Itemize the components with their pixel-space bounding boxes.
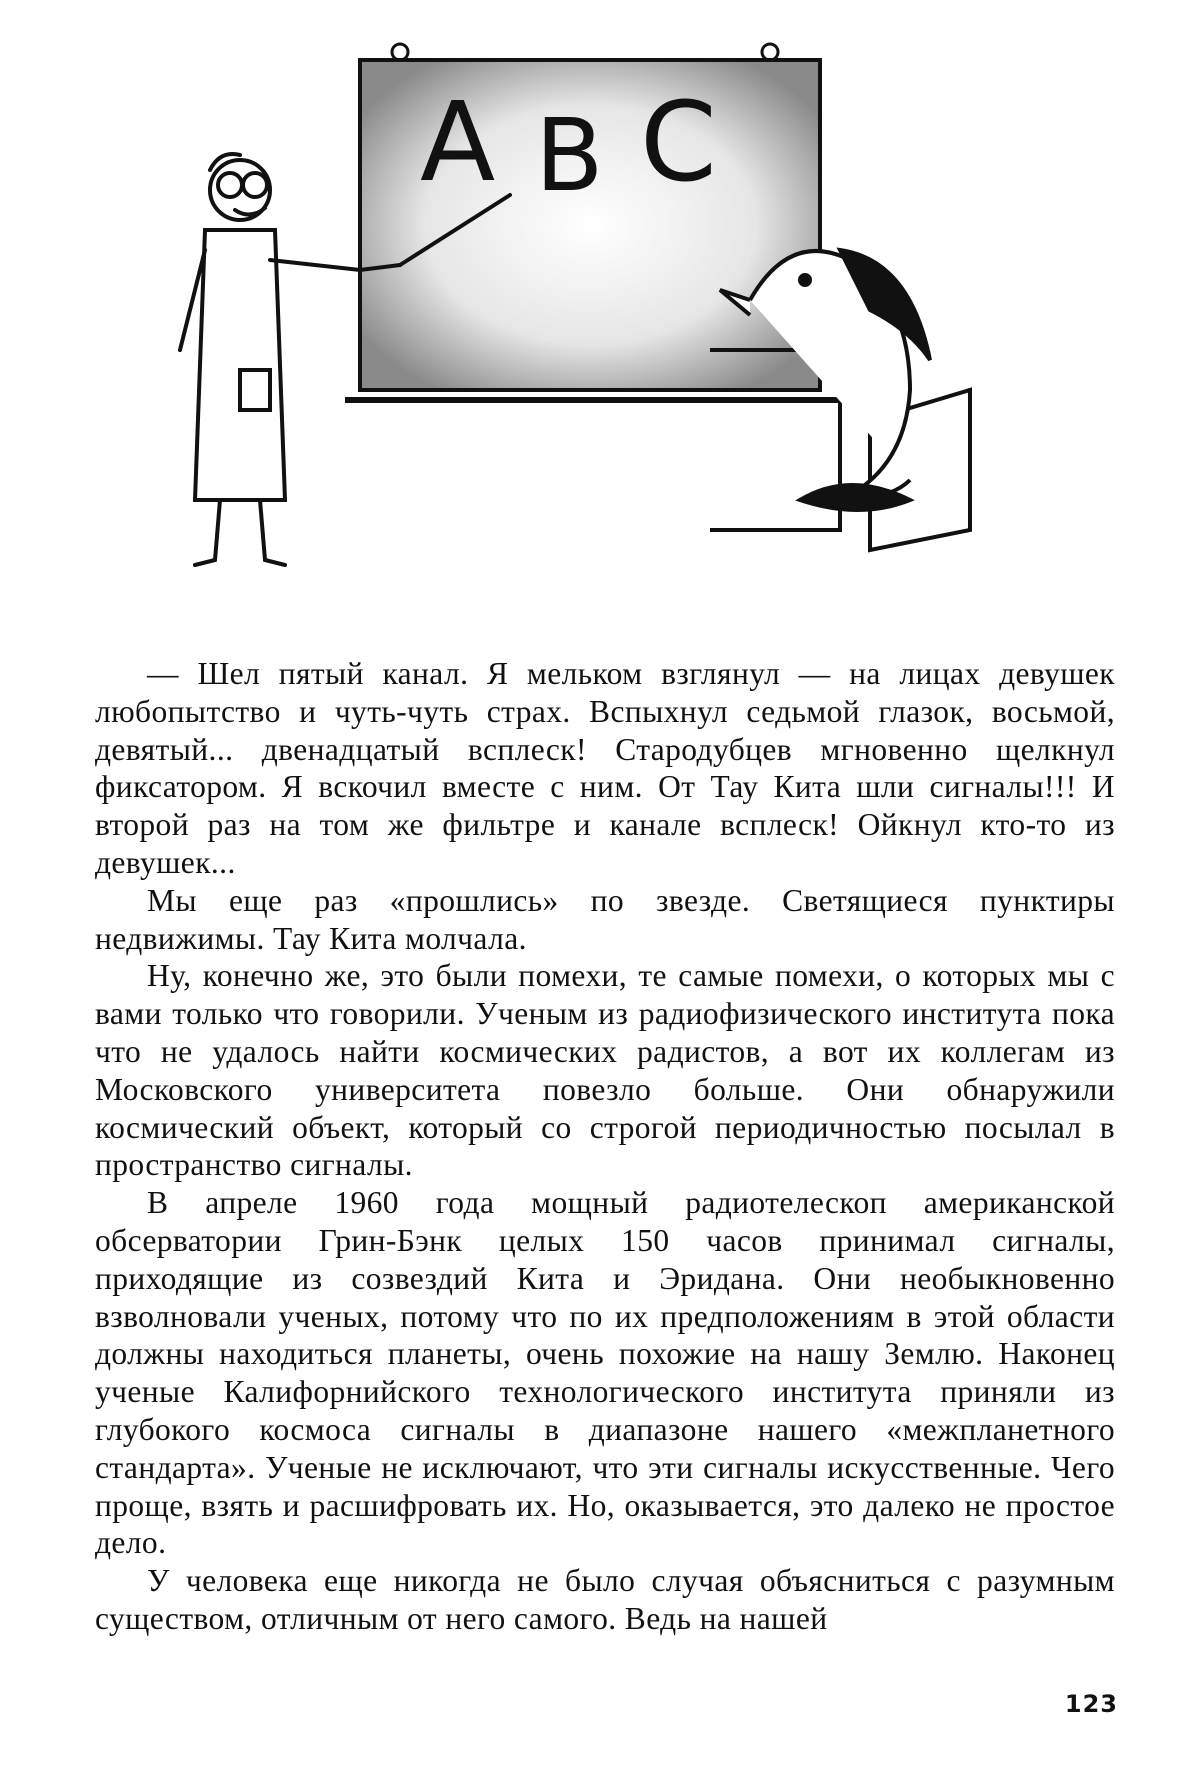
board-letter-a: A: [420, 78, 496, 206]
paragraph-1: — Шел пятый канал. Я мельком взглянул — на лицах девушек любопытство и чуть-чуть страх. Вспыхнул седьмой глазок, восьмой, девятый... двенадцатый всплеск! Стародубцев мгновенно щелкнул фиксатором. Я вскочил вместе с ним. От Тау Кита шли сигналы!!! И второй раз на том же фильтре и канале всплеск! Ойкнул кто-то из девушек...: [95, 656, 1115, 880]
blackboard: [345, 44, 840, 400]
paragraph-5: У человека еще никогда не было случая объясниться с разумным существом, отличным от него самого. Ведь на нашей: [95, 1563, 1115, 1636]
page-number: 123: [1064, 1690, 1118, 1718]
body-text: [95, 655, 1115, 1638]
paragraph-3: Ну, конечно же, это были помехи, те самые помехи, о которых мы с вами только что говорили. Ученым из радиофизического института пока что не удалось найти космических радистов, а вот их коллегам из Московского университета повезло больше. Они обнаружили космический объект, который со строгой периодичностью посылал в пространство сигналы.: [95, 958, 1115, 1183]
cartoon-illustration: [150, 30, 1110, 620]
board-letter-c: C: [640, 78, 717, 206]
board-letter-b: B: [535, 97, 604, 214]
paragraph-2: Мы еще раз «прошлись» по звезде. Светящиеся пунктиры недвижимы. Тау Кита молчала.: [95, 882, 1115, 956]
paragraph-4: В апреле 1960 года мощный радиотелескоп американской обсерватории Грин-Бэнк целых 150 часов принимал сигналы, приходящие из созвездий Кита и Эридана. Они необыкновенно взволновали ученых, потому что по их предположениям в этой области должны находиться планеты, очень похожие на нашу Землю. Наконец ученые Калифорнийского технологического института приняли из глубокого космоса сигналы в диапазоне нашего «межпланетного стандарта». Ученые не исключают, что эти сигналы искусственные. Чего проще, взять и расшифровать их. Но, оказывается, это далеко не простое дело.: [95, 1185, 1115, 1561]
